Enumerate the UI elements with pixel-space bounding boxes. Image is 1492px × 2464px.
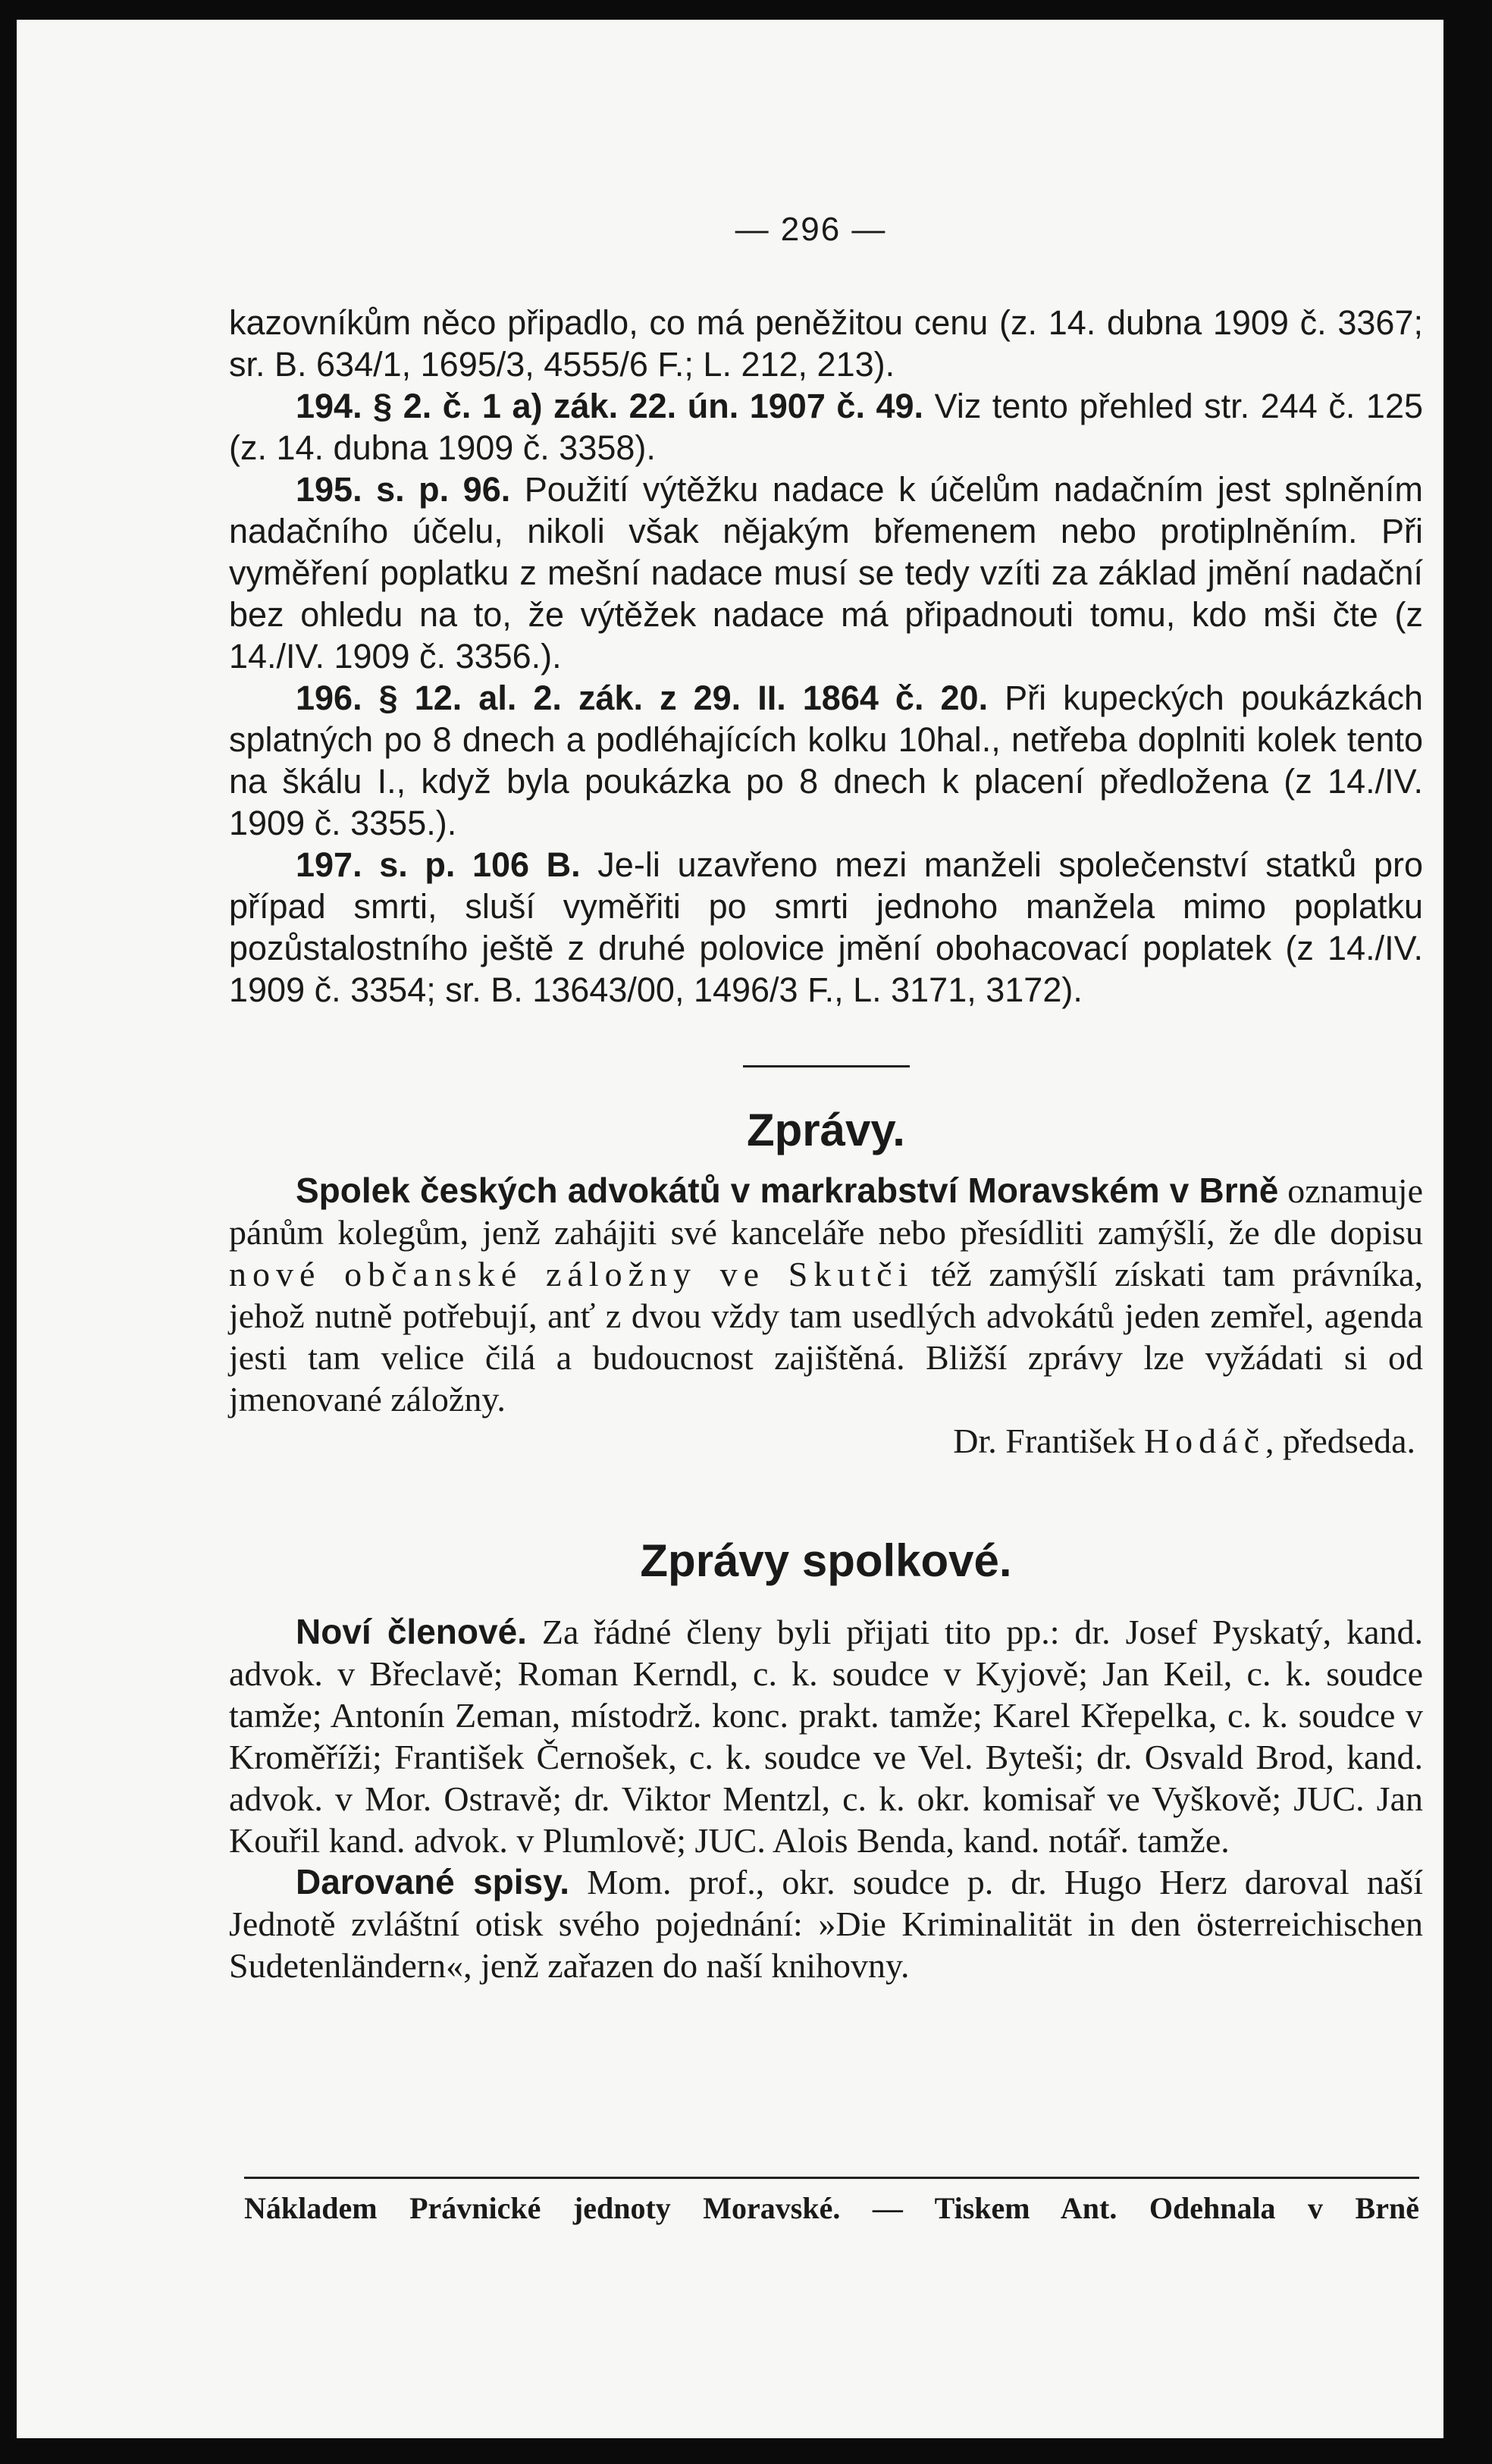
paragraph-continuation — [229, 302, 1423, 385]
notice-text-a: oznamuje pánům kolegům, jenž zahájiti své kanceláře nebo přesídliti zamýšlí, že dle dopisu — [229, 1171, 1424, 1252]
notice-signature — [229, 1420, 1423, 1462]
books-label: Darované spisy. — [296, 1862, 570, 1901]
decision-197 — [229, 844, 1423, 1011]
signature-pre: Dr. František — [953, 1422, 1144, 1460]
books-paragraph — [229, 1861, 1423, 1986]
notice-text-b: též zamýšlí získati tam právníka, jehož nutně potřebují, anť z dvou vždy tam usedlých advokátů jeden zemřel, agenda jesti tam velice čilá a budoucnost zajištěná. Bližší zprávy lze vyžádati si od jmenované záložny. — [229, 1255, 1423, 1419]
decision-ref: 195. s. p. 96. — [296, 470, 511, 509]
notice-paragraph — [229, 1170, 1423, 1420]
members-label: Noví členové. — [296, 1612, 527, 1651]
signature-name: Hodáč — [1143, 1422, 1266, 1460]
decision-195 — [229, 469, 1423, 677]
decision-196 — [229, 677, 1423, 844]
section-divider — [743, 1065, 910, 1067]
members-text: Za řádné členy byli přijati tito pp.: dr. Josef Pyskatý, kand. advok. v Břeclavě; Roman Kerndl, c. k. soudce v Kyjově; Jan Keil, c. k. soudce tamže; Antonín Zeman, místodrž. konc. prakt. tamže; Karel Křepelka, c. k. soudce v Kroměříži; František Černošek, c. k. soudce ve Vel. Byteši; dr. Osvald Brod, kand. advok. v Mor. Ostravě; dr. Viktor Mentzl, c. k. okr. komisař ve Vyškově; JUC. Jan Kouřil kand. advok. v Plumlově; JUC. Alois Benda, kand. notář. tamže. — [229, 1613, 1423, 1860]
footer-rule — [244, 2177, 1419, 2179]
signature-post: , předseda. — [1265, 1422, 1415, 1460]
notice-spaced: nové občanské záložny ve Skutči — [229, 1255, 914, 1293]
imprint-footer: Nákladem Právnické jednoty Moravské. — Tiskem Ant. Odehnala v Brně — [244, 2191, 1419, 2225]
decision-text: Viz tento přehled str. 244 č. 125 (z. 14. dubna 1909 č. 3358). — [229, 387, 1423, 467]
section-heading-zpravy: Zprávy. — [747, 1105, 905, 1155]
notice-lead: Spolek českých advokátů v markrabství Moravském v Brně — [296, 1171, 1279, 1210]
page-content — [229, 211, 1423, 1986]
members-paragraph — [229, 1611, 1423, 1861]
decision-text: Při kupeckých poukázkách splatných po 8 dnech a podléhajících kolku 10hal., netřeba doplniti kolek tento na škálu I., když byla poukázka po 8 dnech k placení předložena (z 14./IV. 1909 č. 3355.). — [229, 679, 1423, 842]
decision-ref: 197. s. p. 106 B. — [296, 845, 581, 884]
decision-ref: 196. § 12. al. 2. zák. z 29. II. 1864 č. 20. — [296, 679, 989, 717]
decision-text: Použití výtěžku nadace k účelům nadačním jest splněním nadačního účelu, nikoli však nějakým břemenem nebo protiplněním. Při vyměření poplatku z mešní nadace musí se tedy vzíti za základ jmění nadační bez ohledu na to, že výtěžek nadace má připadnouti tomu, kdo mši čte (z 14./IV. 1909 č. 3356.). — [229, 470, 1423, 676]
section-heading-spolkove: Zprávy spolkové. — [640, 1535, 1012, 1586]
decision-194 — [229, 385, 1423, 469]
books-text: Mom. prof., okr. soudce p. dr. Hugo Herz daroval naší Jednotě zvláštní otisk svého pojednání: »Die Kriminalität in den österreichischen Sudetenländern«, jenž zařazen do naší knihovny. — [229, 1863, 1423, 1985]
decisions-list — [229, 302, 1423, 1011]
decision-text: Je-li uzavřeno mezi manželi společenství statků pro případ smrti, sluší vyměřiti po smrti jednoho manžela mimo poplatku pozůstalostního ještě z druhé polovice jmění obohacovací poplatek (z 14./IV. 1909 č. 3354; sr. B. 13643/00, 1496/3 F., L. 3171, 3172). — [229, 845, 1423, 1009]
page — [17, 20, 1443, 2438]
decision-ref: 194. § 2. č. 1 a) zák. 22. ún. 1907 č. 49. — [296, 387, 924, 425]
paragraph-text: kazovníkům něco připadlo, co má peněžitou cenu (z. 14. dubna 1909 č. 3367; sr. B. 634/1, 1695/3, 4555/6 F.; L. 212, 213). — [229, 303, 1423, 384]
page-number: — 296 — — [735, 211, 887, 248]
